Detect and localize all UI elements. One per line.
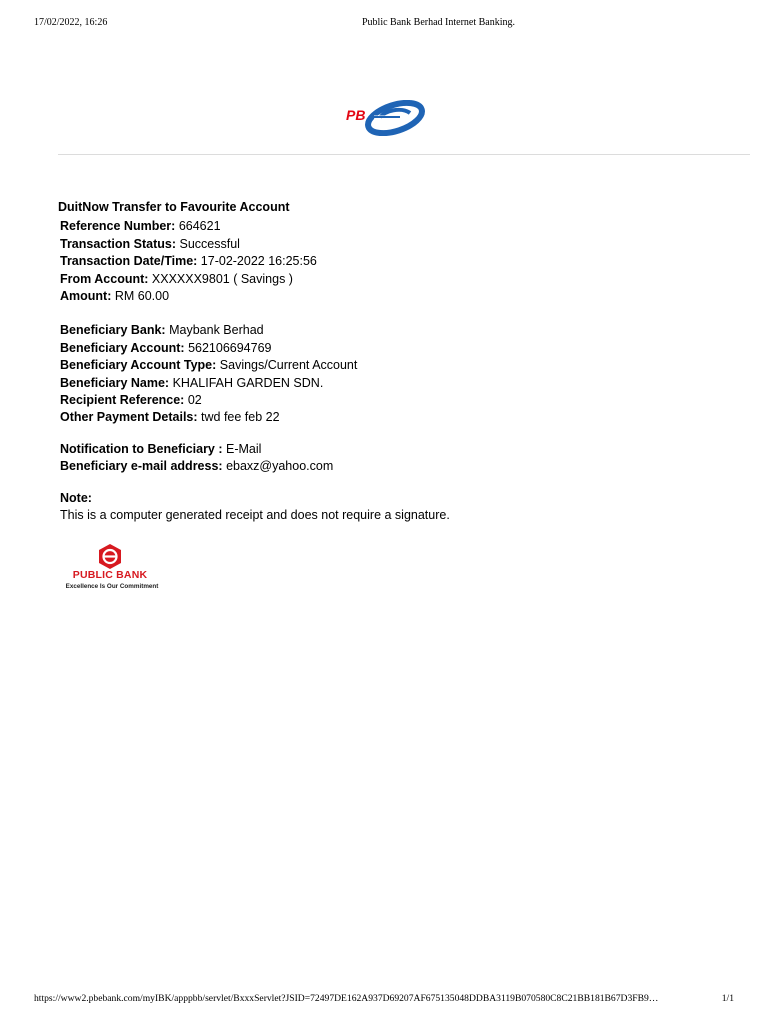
note-text: This is a computer generated receipt and does not require a signature. [60, 508, 450, 523]
field-label: Beneficiary Bank: [60, 323, 166, 338]
print-header [34, 17, 734, 31]
field-value: Savings/Current Account [219, 358, 358, 373]
field-value: ebaxz@yahoo.com [226, 459, 334, 474]
pbe-logo-text: PB [346, 107, 366, 123]
field-value: twd fee feb 22 [201, 410, 280, 425]
row-beneficiary-account [58, 340, 718, 357]
print-url: https://www2.pbebank.com/myIBK/apppbb/servlet/BxxxServlet?JSID=72497DE162A937D69207AF675135048DDBA3119B070580C8C21BB181B67D3FB9… [34, 993, 659, 1004]
receipt [58, 199, 718, 525]
public-bank-logo [62, 543, 162, 595]
field-label: Other Payment Details: [60, 410, 198, 425]
field-value: XXXXXX9801 ( Savings ) [151, 271, 293, 286]
pbe-logo [344, 100, 426, 136]
row-beneficiary-name [58, 375, 718, 392]
spacer [58, 427, 718, 441]
field-label: Beneficiary Account Type: [60, 358, 217, 373]
field-label: Beneficiary e-mail address: [60, 459, 223, 474]
row-transaction-datetime [58, 253, 718, 270]
divider [58, 154, 750, 155]
print-footer [34, 993, 734, 1007]
field-value: 02 [187, 393, 202, 408]
field-label: Beneficiary Account: [60, 340, 185, 355]
row-from-account [58, 271, 718, 288]
field-label: Beneficiary Name: [60, 375, 170, 390]
print-page-number: 1/1 [721, 993, 734, 1004]
spacer [58, 476, 718, 490]
row-reference-number [58, 218, 718, 235]
field-value: E-Mail [226, 441, 262, 456]
field-value: Successful [179, 236, 240, 251]
public-bank-tagline: Excellence Is Our Commitment [65, 583, 159, 590]
row-beneficiary-bank [58, 322, 718, 339]
field-value: 664621 [178, 219, 221, 234]
row-recipient-reference [58, 392, 718, 409]
row-transaction-status [58, 236, 718, 253]
row-beneficiary-account-type [58, 357, 718, 374]
field-label: Notification to Beneficiary : [60, 441, 223, 456]
public-bank-emblem-icon [62, 543, 158, 571]
field-label: Transaction Status: [60, 236, 176, 251]
public-bank-name: PUBLIC BANK [72, 569, 148, 581]
field-label: Amount: [60, 289, 112, 304]
row-notification [58, 441, 718, 458]
print-page-title: Public Bank Berhad Internet Banking. [362, 17, 516, 28]
print-date: 17/02/2022, 16:26 [34, 17, 108, 28]
field-value: 562106694769 [188, 340, 272, 355]
field-value: KHALIFAH GARDEN SDN. [172, 375, 324, 390]
note-label: Note: [60, 490, 92, 505]
field-value: 17-02-2022 16:25:56 [200, 254, 317, 269]
field-label: From Account: [60, 271, 149, 286]
row-other-payment-details [58, 409, 718, 426]
field-value: Maybank Berhad [169, 323, 264, 338]
row-amount [58, 288, 718, 305]
field-label: Reference Number: [60, 219, 176, 234]
field-label: Transaction Date/Time: [60, 254, 198, 269]
row-beneficiary-email [58, 458, 718, 475]
field-value: RM 60.00 [114, 289, 170, 304]
receipt-title: DuitNow Transfer to Favourite Account [58, 200, 290, 214]
spacer [58, 305, 718, 322]
field-label: Recipient Reference: [60, 393, 185, 408]
